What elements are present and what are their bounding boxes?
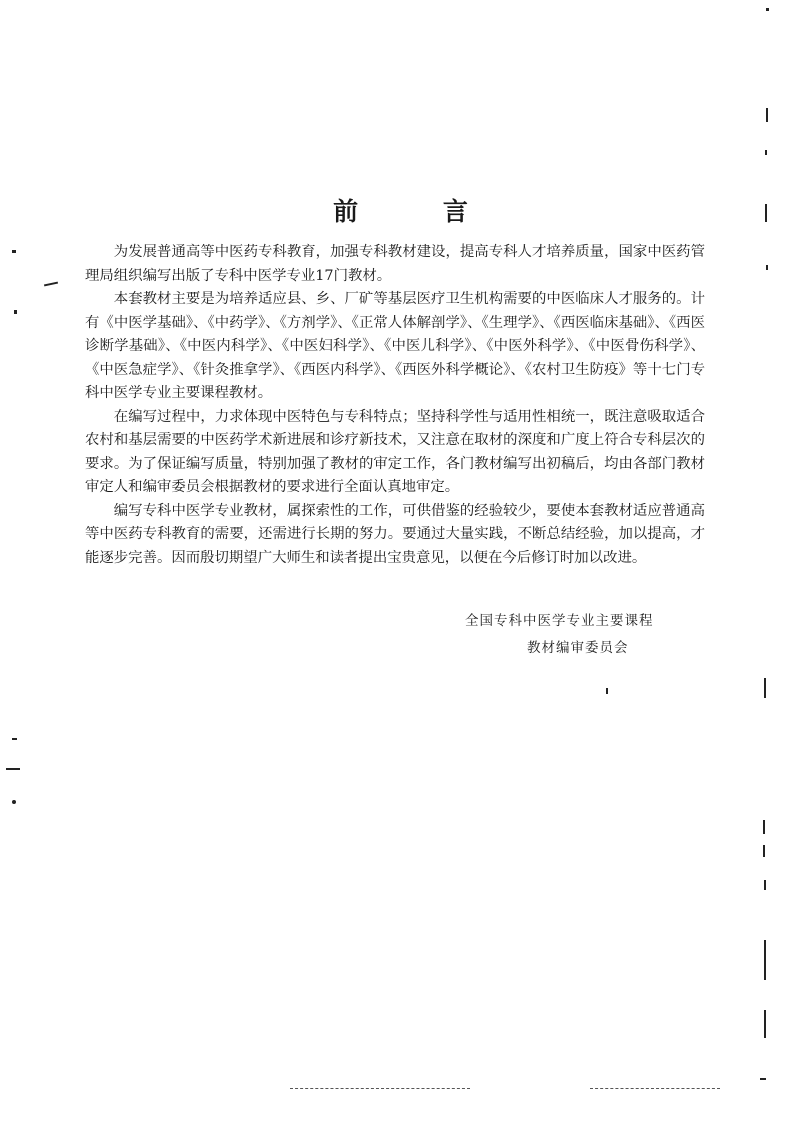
signature-line-2: 教材编审委员会 <box>527 640 629 656</box>
scan-edge-line <box>290 1088 470 1089</box>
scan-speck <box>12 250 16 253</box>
paragraph-3: 在编写过程中，力求体现中医特色与专科特点；坚持科学性与适用性相统一，既注意吸取适合农村和基层需要的中医药学术新进展和诊疗新技术，又注意在取材的深度和广度上符合专科层次的要求。为了保证编写质量，特别加强了教材的审定工作，各门教材编写出初稿后，均由各部门教材审定人和编审委员会根据教材的要求进行全面认真地审定。 <box>85 408 705 495</box>
preface-body <box>85 241 705 570</box>
signature-line-1: 全国专科中医学专业主要课程 <box>465 613 654 629</box>
paragraph-4: 编写专科中医学专业教材，属探索性的工作，可供借鉴的经验较少，要使本套教材适应普通高等中医药专科教育的需要，还需进行长期的努力。要通过大量实践，不断总结经验，加以提高，才能逐步完善。因而殷切期望广大师生和读者提出宝贵意见，以便在今后修订时加以改进。 <box>85 502 705 566</box>
scan-speck <box>764 880 766 890</box>
scan-speck <box>12 738 17 740</box>
scan-speck <box>766 265 768 270</box>
scan-speck <box>766 108 768 122</box>
scan-edge-line <box>590 1088 720 1089</box>
scan-speck <box>12 800 16 804</box>
page-title: 前 言 <box>333 197 506 226</box>
scan-speck <box>763 845 765 857</box>
scan-speck <box>765 150 767 155</box>
paragraph-2: 本套教材主要是为培养适应县、乡、厂矿等基层医疗卫生机构需要的中医临床人才服务的。计有《中医学基础》、《中药学》、《方剂学》、《正常人体解剖学》、《生理学》、《西医临床基础》、《西医诊断学基础》、《中医内科学》、《中医妇科学》、《中医儿科学》、《中医外科学》、《中医骨伤科学》、《中医急症学》、《针灸推拿学》、《西医内科学》、《西医外科学概论》、《农村卫生防疫》等十七门专科中医学专业主要课程教材。 <box>85 291 705 401</box>
scan-speck <box>764 1010 766 1038</box>
paragraph-1: 为发展普通高等中医药专科教育，加强专科教材建设，提高专科人才培养质量，国家中医药管理局组织编写出版了专科中医学专业17门教材。 <box>85 244 705 284</box>
scan-speck <box>764 678 766 698</box>
scan-speck <box>764 940 766 980</box>
scan-speck <box>765 204 767 222</box>
scan-speck <box>760 1078 766 1080</box>
signature-block <box>465 608 654 662</box>
scan-speck <box>6 768 20 770</box>
scan-speck <box>763 820 765 834</box>
scan-speck <box>606 688 608 694</box>
scan-speck <box>44 282 58 287</box>
scan-speck <box>14 310 17 314</box>
scan-speck <box>766 8 769 11</box>
